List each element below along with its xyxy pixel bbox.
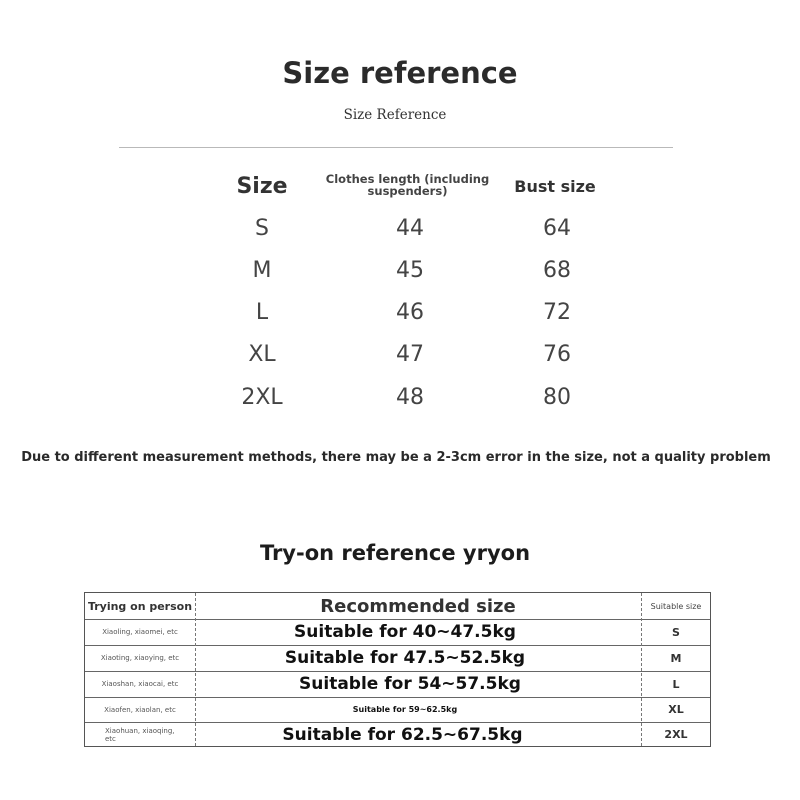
tryon-recommended: Suitable for 47.5~52.5kg <box>284 648 526 668</box>
tryon-recommended: Suitable for 62.5~67.5kg <box>282 724 523 745</box>
tryon-header-person: Trying on person <box>87 599 193 613</box>
size-table-cell: 46 <box>396 300 424 325</box>
divider <box>119 147 673 148</box>
size-table-cell: 45 <box>396 258 424 283</box>
tryon-suitable-size: XL <box>668 703 684 716</box>
size-table-cell: 2XL <box>241 385 283 410</box>
tryon-table <box>84 592 711 747</box>
tryon-header-recommended: Recommended size <box>320 595 516 617</box>
size-table-header-length: Clothes length (including suspenders) <box>325 172 490 198</box>
tryon-title: Try-on reference yryon <box>259 541 531 565</box>
tryon-suitable-size: M <box>670 651 682 665</box>
size-table-cell: XL <box>248 342 276 367</box>
size-table-cell: 47 <box>396 342 424 367</box>
tryon-person: Xiaofen, xiaolan, etc <box>104 705 176 714</box>
tryon-header-suitable: Suitable size <box>650 601 702 611</box>
tryon-person: Xiaoshan, xiaocai, etc <box>101 680 179 688</box>
page-subtitle: Size Reference <box>343 107 447 123</box>
page-title: Size reference <box>282 56 518 90</box>
measurement-note: Due to different measurement methods, there may be a 2-3cm error in the size, not a quality problem <box>21 450 771 465</box>
size-table-cell: L <box>255 300 269 325</box>
tryon-person: Xiaoting, xiaoying, etc <box>100 654 180 662</box>
size-table-cell: M <box>252 258 272 283</box>
size-table-header-bust: Bust size <box>514 177 596 196</box>
tryon-suitable-size: 2XL <box>664 728 688 741</box>
tryon-recommended: Suitable for 40~47.5kg <box>294 622 516 642</box>
tryon-suitable-size: S <box>672 625 680 639</box>
tryon-person: Xiaohuan, xiaoqing, etc <box>105 726 175 743</box>
tryon-suitable-size: L <box>672 677 680 691</box>
size-table-cell: 72 <box>543 300 571 325</box>
size-table-cell: 68 <box>543 258 571 283</box>
size-table-cell: 48 <box>396 385 424 410</box>
tryon-recommended: Suitable for 59~62.5kg <box>352 705 458 714</box>
size-table-cell: 76 <box>543 342 571 367</box>
size-table-cell: 64 <box>543 216 571 241</box>
size-table-cell: 44 <box>396 216 424 241</box>
size-table-header-size: Size <box>236 174 288 199</box>
tryon-person: Xiaoling, xiaomei, etc <box>102 628 178 636</box>
size-table-cell: 80 <box>543 385 571 410</box>
tryon-recommended: Suitable for 54~57.5kg <box>299 674 521 694</box>
size-table-cell: S <box>255 216 269 241</box>
